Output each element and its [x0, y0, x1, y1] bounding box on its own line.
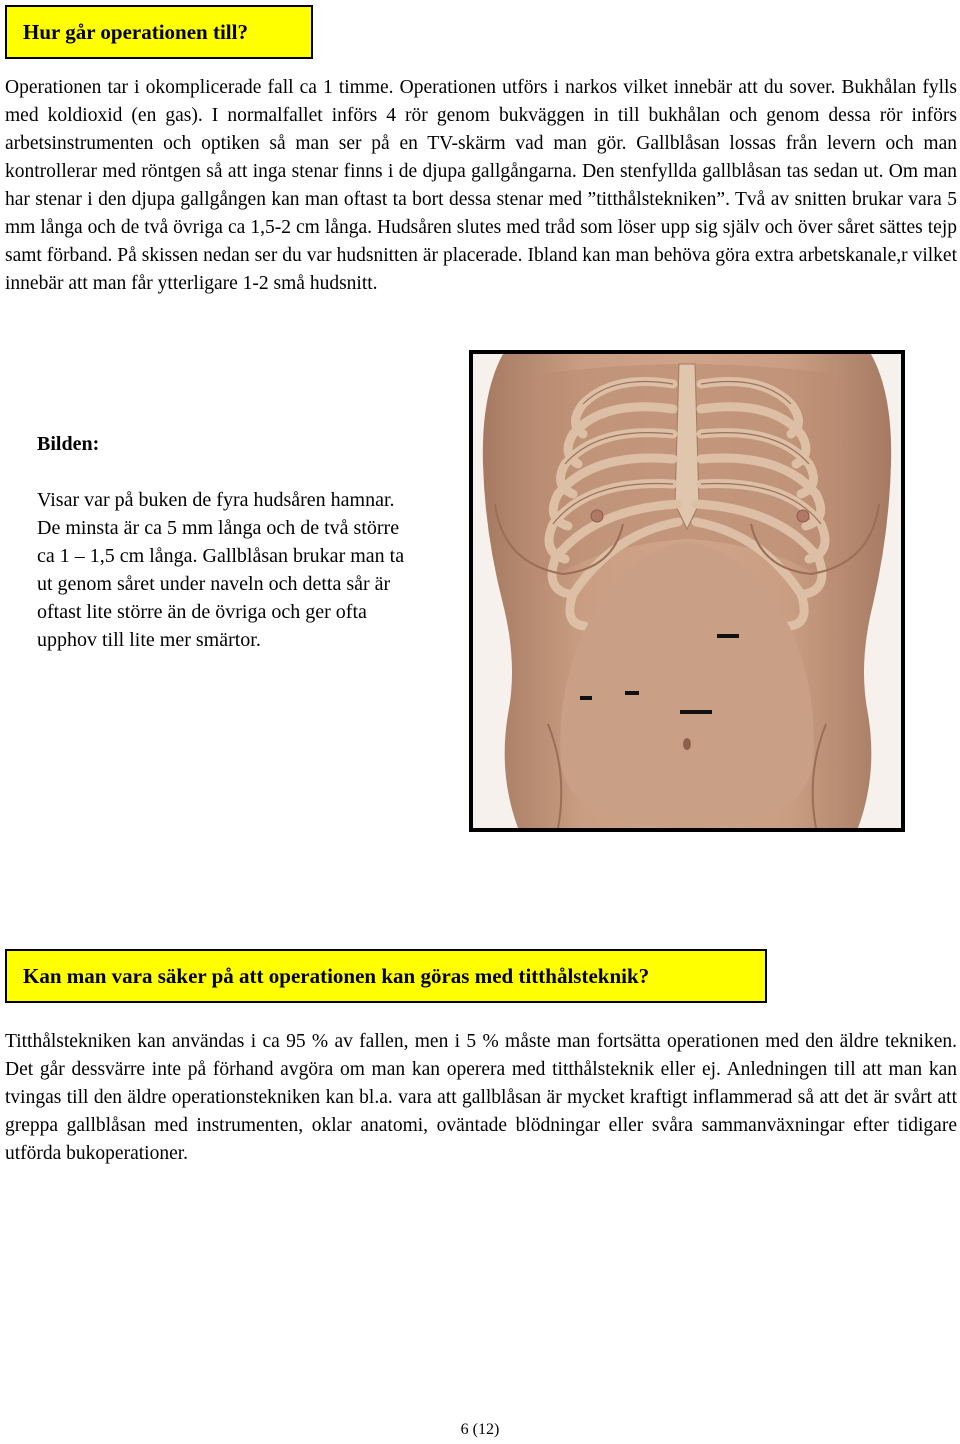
operation-description-paragraph: Operationen tar i okomplicerade fall ca 1 timme. Operationen utförs i narkos vilket innebär att du sover. Bukhålan fylls med koldioxid (en gas). I normalfallet införs 4 rör genom bukväggen in till bukhålan och genom dessa rör införs arbetsinstrumenten och optiken så man ser på en TV-skärm vad man gör. Gallblåsan lossas från levern och man kontrollerar med röntgen så att inga stenar finns i de djupa gallgångarna. Den stenfyllda gallblåsan tas sedan ut. Om man har stenar i den djupa gallgången kan man oftast ta bort dessa stenar med ”titthålstekniken”. Två av snitten brukar vara 5 mm långa och de två övriga ca 1,5-2 cm långa. Hudsåren slutes med tråd som löser upp sig själv och över såret sättes tejp samt förband. På skissen nedan ser du var hudsnitten är placerade. Ibland kan man behöva göra extra arbetskanale,r vilket innebär att man får ytterligare 1-2 små hudsnitt.	[5, 77, 957, 294]
figure-caption-title: Bilden:	[37, 433, 100, 455]
heading-text: Hur går operationen till?	[23, 19, 248, 44]
right-nipple	[797, 510, 809, 522]
section-heading-operation	[5, 5, 313, 59]
incision-mark-lower	[680, 710, 712, 714]
certainty-description-paragraph: Titthålstekniken kan användas i ca 95 % av fallen, men i 5 % måste man fortsätta operationen med den äldre tekniken. Det går dessvärre inte på förhand avgöra om man kan operera med titthålsteknik eller ej. Anledningen till att man kan tvingas till den äldre operationstekniken kan bl.a. vara att gallblåsan är mycket kraftigt inflammerad så att det är svårt att greppa gallblåsan med instrumenten, oklar anatomi, oväntade blödningar eller svåra sammanväxningar efter tidigare utförda bukoperationer.	[5, 1031, 957, 1164]
section-heading-certainty	[5, 949, 767, 1003]
navel	[683, 738, 691, 750]
torso-drawing	[473, 354, 901, 828]
incision-mark-upper-right	[717, 634, 739, 638]
page-number: 6 (12)	[460, 1421, 500, 1438]
left-nipple	[591, 510, 603, 522]
heading-text: Kan man vara säker på att operationen kan göras med titthålsteknik?	[23, 963, 650, 988]
torso-incision-illustration	[469, 350, 905, 832]
incision-mark-middle	[625, 691, 639, 695]
incision-mark-left	[580, 696, 592, 700]
figure-caption-text: Visar var på buken de fyra hudsåren hamnar. De minsta är ca 5 mm långa och de två större ca 1 – 1,5 cm långa. Gallblåsan brukar man ta ut genom såret under naveln och detta sår är oftast lite större än de övriga och ger ofta upphov till lite mer smärtor.	[37, 489, 405, 651]
